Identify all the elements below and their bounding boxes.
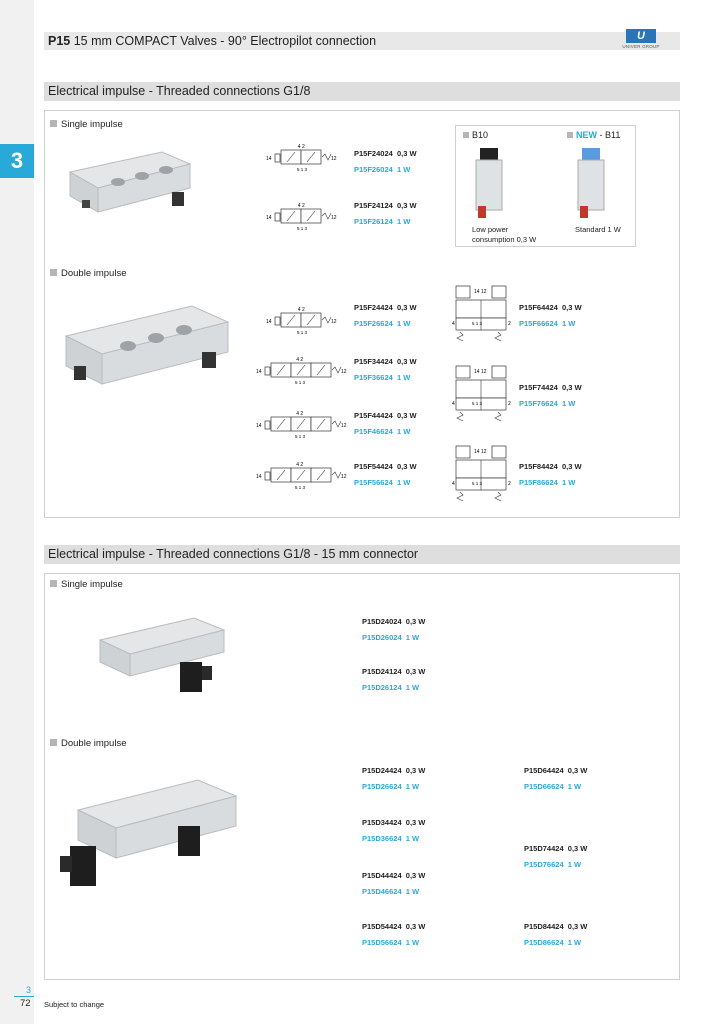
valve-single-impulse-image: [62, 142, 194, 216]
header-code: P15: [48, 34, 71, 48]
svg-text:14 12: 14 12: [474, 369, 487, 375]
symbol-s1-single-2: [266, 201, 336, 235]
s2-double-right-code-3: P15D84424 0,3 W P15D86624 1 W: [524, 922, 588, 947]
logo-text: UNIVER GROUP: [622, 44, 660, 49]
svg-text:4 2: 4 2: [296, 462, 304, 468]
svg-text:2: 2: [508, 321, 511, 327]
symbol-s1-double-1: [266, 305, 336, 339]
section2-title: Electrical impulse - Threaded connections G1/8 - 15 mm connector: [44, 545, 680, 564]
svg-text:14: 14: [256, 423, 262, 429]
header-title: 15 mm COMPACT Valves - 90° Electropilot connection: [73, 34, 377, 48]
section1-title: Electrical impulse - Threaded connections G1/8: [44, 82, 680, 101]
s1-double-code-1: P15F24424 0,3 W P15F26624 1 W: [354, 303, 417, 328]
s1-single-code-1: P15F24024 0,3 W P15F26024 1 W: [354, 149, 417, 174]
s2-double-right-code-2: P15D74424 0,3 W P15D76624 1 W: [524, 844, 588, 869]
svg-text:4 2: 4 2: [296, 411, 304, 417]
svg-text:2: 2: [508, 481, 511, 487]
coil-b10-title: B10: [463, 130, 488, 140]
coil-b11-title: NEW - B11: [567, 130, 620, 140]
svg-text:2: 2: [508, 401, 511, 407]
svg-text:4 2: 4 2: [297, 144, 305, 150]
svg-text:14 12: 14 12: [474, 449, 487, 455]
section2-single-label: Single impulse: [50, 579, 123, 590]
symbol-s1-double-2: [256, 355, 346, 389]
symbol-s1-single-1: [266, 142, 336, 176]
subject-to-change: Subject to change: [44, 1000, 105, 1009]
svg-text:14 12: 14 12: [474, 289, 487, 295]
svg-text:5 1 3: 5 1 3: [297, 226, 308, 231]
s2-single-code-2: P15D24124 0,3 W P15D26124 1 W: [362, 667, 426, 692]
s1-single-code-2: P15F24124 0,3 W P15F26124 1 W: [354, 201, 417, 226]
svg-text:14: 14: [266, 156, 272, 162]
svg-text:4: 4: [452, 401, 455, 407]
coil-b11-image: [572, 146, 612, 222]
section1-double-label: Double impulse: [50, 268, 126, 279]
valve-double-connector-image: [58, 770, 240, 894]
svg-text:12: 12: [341, 423, 347, 429]
page-header: [44, 32, 680, 50]
svg-text:5 1 3: 5 1 3: [472, 401, 483, 406]
valve-single-connector-image: [94, 610, 228, 696]
section2-double-label: Double impulse: [50, 738, 126, 749]
page-number: 72: [20, 998, 31, 1009]
svg-text:5 1 3: 5 1 3: [472, 321, 483, 326]
s1-double-code-3: P15F44424 0,3 W P15F46624 1 W: [354, 411, 417, 436]
svg-text:5 1 3: 5 1 3: [297, 330, 308, 335]
coil-b10-image: [470, 146, 510, 222]
svg-text:12: 12: [331, 156, 337, 162]
svg-text:12: 12: [331, 319, 337, 325]
svg-text:5 1 3: 5 1 3: [295, 380, 306, 385]
svg-text:14: 14: [256, 474, 262, 480]
svg-text:4: 4: [452, 481, 455, 487]
svg-text:4 2: 4 2: [297, 307, 305, 313]
svg-text:4 2: 4 2: [296, 357, 304, 363]
svg-text:12: 12: [331, 215, 337, 221]
chapter-tab: 3: [0, 144, 34, 178]
coil-b10-caption: Low power consumption 0,3 W: [472, 225, 537, 244]
s1-double-right-code-3: P15F84424 0,3 W P15F86624 1 W: [519, 462, 582, 487]
svg-text:12: 12: [341, 474, 347, 480]
s2-double-code-3: P15D44424 0,3 W P15D46624 1 W: [362, 871, 426, 896]
svg-text:14: 14: [266, 319, 272, 325]
symbol-s1-right-1: [452, 284, 516, 348]
s1-double-code-4: P15F54424 0,3 W P15F56624 1 W: [354, 462, 417, 487]
s2-single-code-1: P15D24024 0,3 W P15D26024 1 W: [362, 617, 426, 642]
s2-double-code-2: P15D34424 0,3 W P15D36624 1 W: [362, 818, 426, 843]
footer-divider: [14, 996, 34, 997]
s1-double-code-2: P15F34424 0,3 W P15F36624 1 W: [354, 357, 417, 382]
svg-text:4 2: 4 2: [297, 203, 305, 209]
footer-chapter: 3: [26, 985, 32, 995]
s1-double-right-code-2: P15F74424 0,3 W P15F76624 1 W: [519, 383, 582, 408]
section1-single-label: Single impulse: [50, 119, 123, 130]
svg-text:12: 12: [341, 369, 347, 375]
s2-double-code-1: P15D24424 0,3 W P15D26624 1 W: [362, 766, 426, 791]
svg-text:14: 14: [256, 369, 262, 375]
symbol-s1-double-4: [256, 460, 346, 494]
symbol-s1-right-3: [452, 444, 516, 508]
s2-double-right-code-1: P15D64424 0,3 W P15D66624 1 W: [524, 766, 588, 791]
svg-text:14: 14: [266, 215, 272, 221]
valve-double-impulse-image: [62, 296, 232, 396]
symbol-s1-double-3: [256, 409, 346, 443]
svg-text:5 1 3: 5 1 3: [295, 434, 306, 439]
svg-text:5 1 3: 5 1 3: [297, 167, 308, 172]
svg-text:5 1 3: 5 1 3: [295, 485, 306, 490]
symbol-s1-right-2: [452, 364, 516, 428]
s1-double-right-code-1: P15F64424 0,3 W P15F66624 1 W: [519, 303, 582, 328]
svg-text:4: 4: [452, 321, 455, 327]
coil-b11-caption: Standard 1 W: [575, 225, 621, 234]
logo-mark: U: [626, 29, 656, 43]
univer-logo: [620, 29, 662, 51]
s2-double-code-4: P15D54424 0,3 W P15D56624 1 W: [362, 922, 426, 947]
svg-text:5 1 3: 5 1 3: [472, 481, 483, 486]
